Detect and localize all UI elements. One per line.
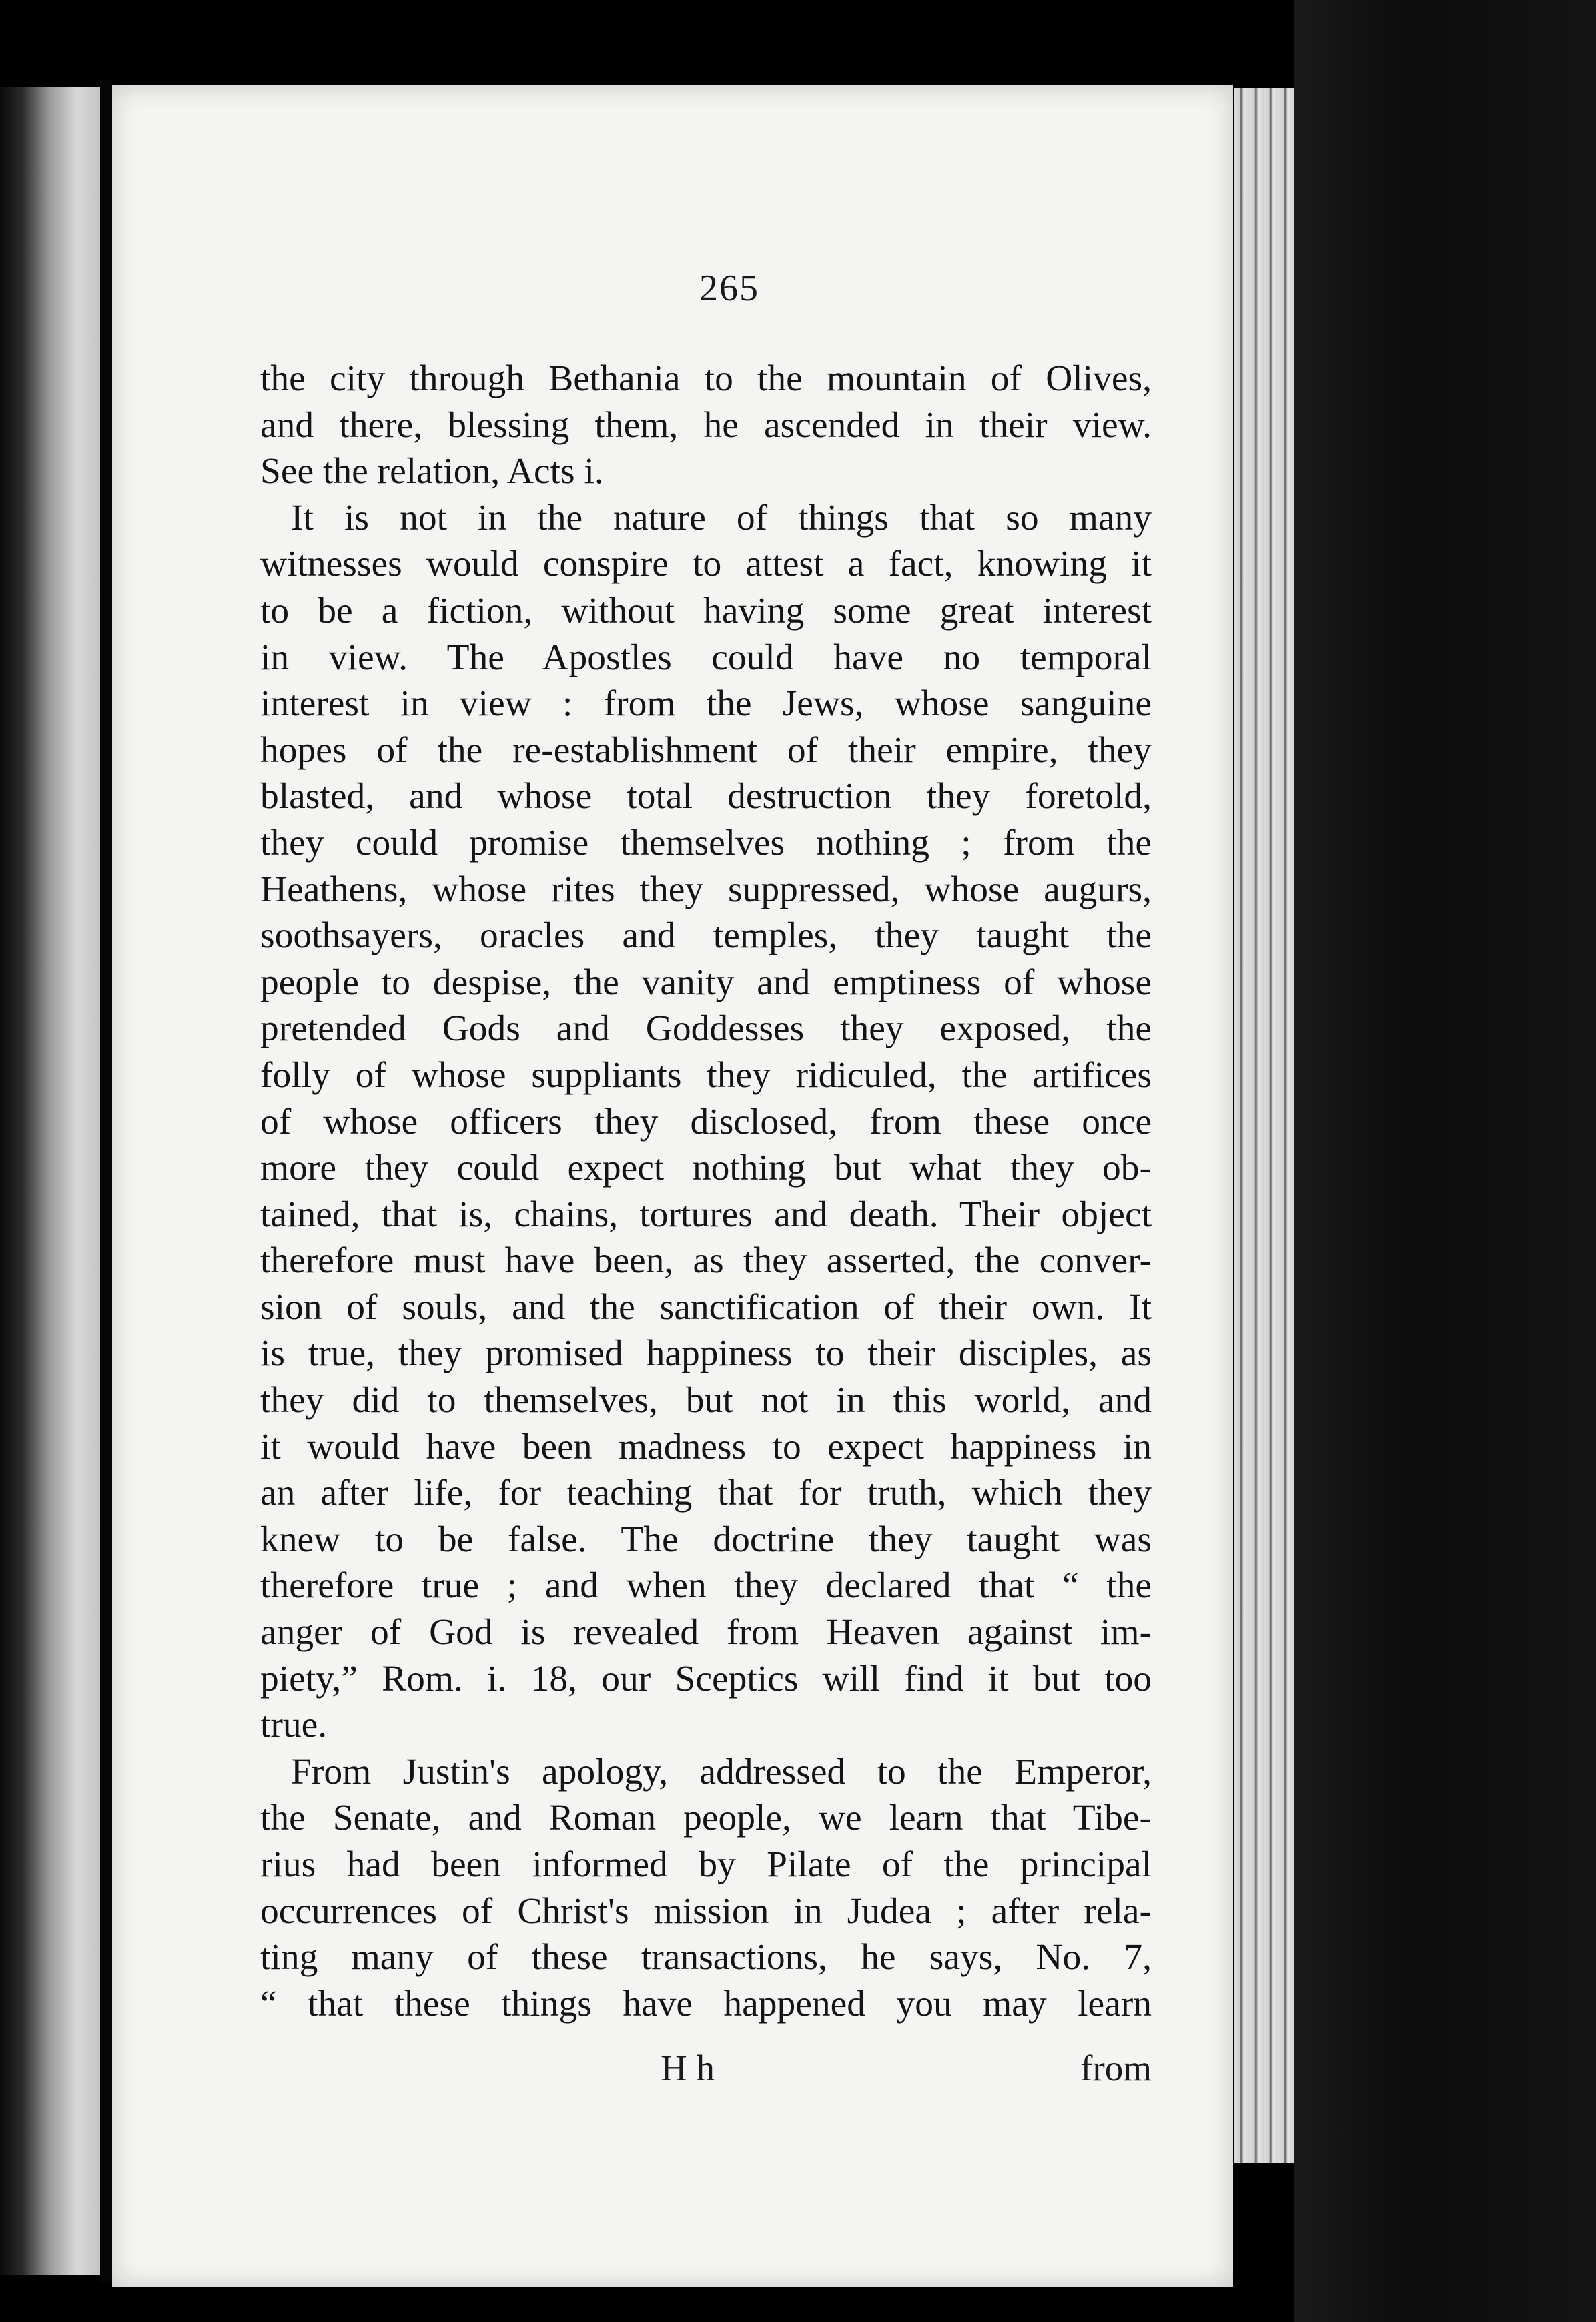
text-line: occurrences of Christ's mission in Judea ; after rela- xyxy=(260,1890,1152,1932)
text-line: witnesses would conspire to attest a fact, knowing it xyxy=(260,544,1152,585)
text-line: sion of souls, and the sanctification of their own. It xyxy=(260,1286,1152,1328)
text-line: “ that these things have happened you may learn xyxy=(260,1983,1152,2024)
text-line: piety,” Rom. i. 18, our Sceptics will find it but too xyxy=(260,1658,1152,1699)
scan-background xyxy=(1294,0,1596,2322)
text-line: the city through Bethania to the mountain of Olives, xyxy=(260,358,1152,399)
text-line: they did to themselves, but not in this world, and xyxy=(260,1380,1152,1421)
text-line: folly of whose suppliants they ridiculed, the artifices xyxy=(260,1054,1152,1096)
text-line: anger of God is revealed from Heaven against im- xyxy=(260,1612,1152,1653)
page-footer xyxy=(260,2047,1152,2094)
text-line: hopes of the re-establishment of their empire, they xyxy=(260,729,1152,771)
text-line: See the relation, Acts i. xyxy=(260,451,604,492)
text-line: of whose officers they disclosed, from these once xyxy=(260,1101,1152,1142)
text-line: interest in view : from the Jews, whose sanguine xyxy=(260,683,1152,725)
body-text xyxy=(260,358,1152,2029)
text-line: therefore must have been, as they asserted, the conver- xyxy=(260,1240,1152,1282)
signature-mark: H h xyxy=(661,2048,715,2088)
text-line: From Justin's apology, addressed to the Emperor, xyxy=(291,1751,1152,1792)
text-line: pretended Gods and Goddesses they exposed, the xyxy=(260,1008,1152,1050)
text-line: blasted, and whose total destruction they foretold, xyxy=(260,776,1152,817)
text-line: true. xyxy=(260,1705,328,1746)
page-edges xyxy=(1234,88,1294,2163)
catchword: from xyxy=(1080,2048,1152,2088)
text-line: the Senate, and Roman people, we learn that Tibe- xyxy=(260,1798,1152,1839)
text-line: soothsayers, oracles and temples, they taught the xyxy=(260,915,1152,957)
text-line: It is not in the nature of things that so many xyxy=(291,497,1152,538)
adjacent-page-edge xyxy=(0,87,110,2275)
book-gutter xyxy=(100,80,112,2282)
text-line: more they could expect nothing but what they ob- xyxy=(260,1148,1152,1189)
text-line: people to despise, the vanity and emptiness of whose xyxy=(260,961,1152,1003)
text-line: therefore true ; and when they declared that “ the xyxy=(260,1565,1152,1607)
text-line: and there, blessing them, he ascended in their view. xyxy=(260,404,1152,446)
text-line: in view. The Apostles could have no temporal xyxy=(260,637,1152,678)
text-line: is true, they promised happiness to their disciples, as xyxy=(260,1333,1152,1375)
text-line: tained, that is, chains, tortures and death. Their object xyxy=(260,1194,1152,1235)
text-line: ting many of these transactions, he says, No. 7, xyxy=(260,1937,1152,1978)
text-line: an after life, for teaching that for truth, which they xyxy=(260,1473,1152,1514)
page-number: 265 xyxy=(699,268,759,309)
text-line: they could promise themselves nothing ; from the xyxy=(260,822,1152,863)
text-line: it would have been madness to expect happiness in xyxy=(260,1426,1152,1467)
text-line: to be a fiction, without having some great interest xyxy=(260,590,1152,631)
text-line: Heathens, whose rites they suppressed, whose augurs, xyxy=(260,869,1152,910)
text-line: rius had been informed by Pilate of the principal xyxy=(260,1844,1152,1885)
text-line: knew to be false. The doctrine they taught was xyxy=(260,1519,1152,1560)
book-page xyxy=(112,85,1233,2287)
